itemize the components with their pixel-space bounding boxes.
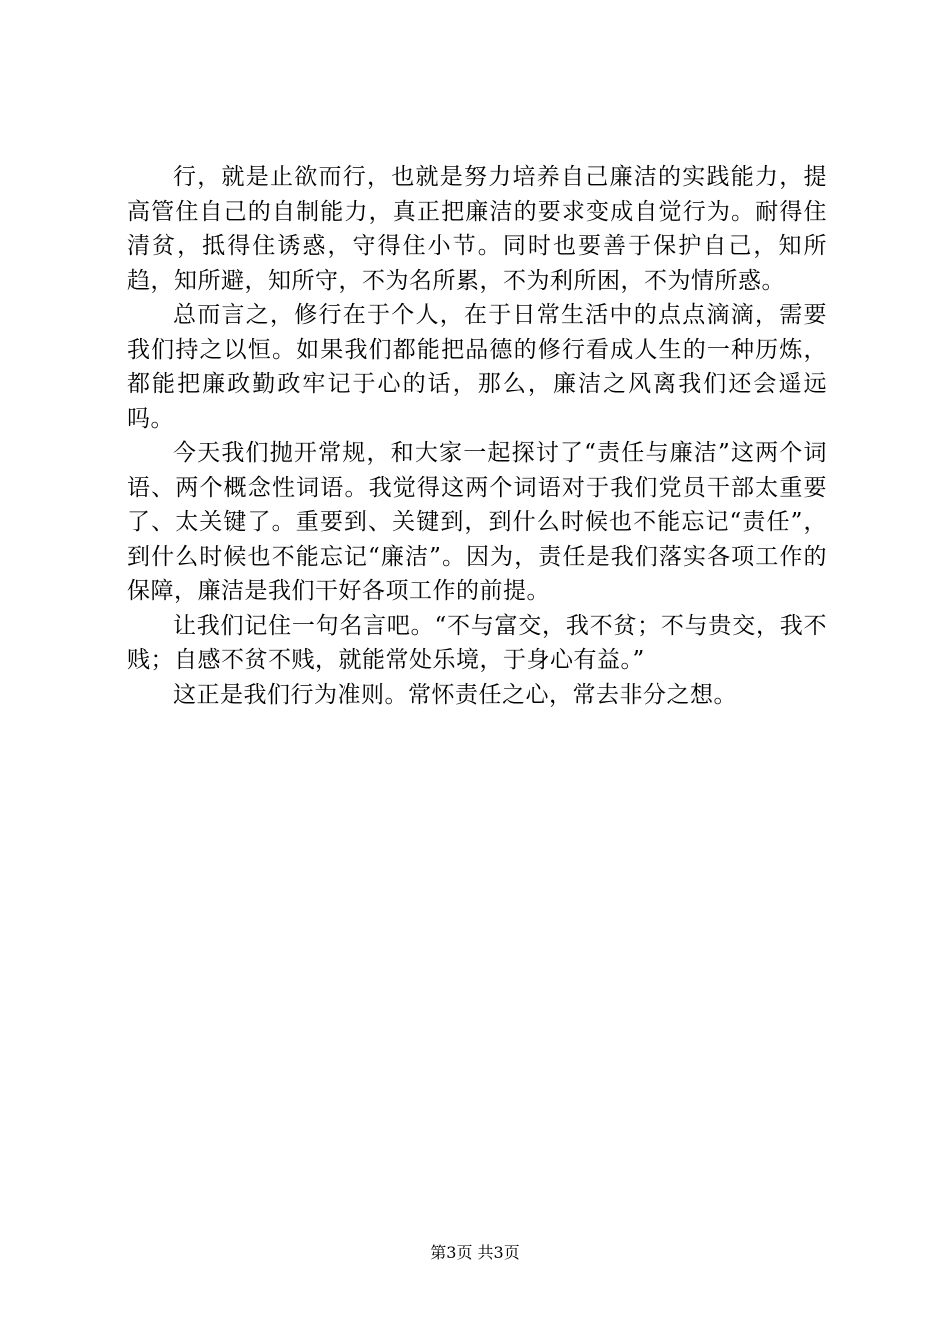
paragraph: 今天我们抛开常规，和大家一起探讨了“责任与廉洁”这两个词语、两个概念性词语。我觉得这两个词语对于我们党员干部太重要了、太关键了。重要到、关键到，到什么时候也不能忘记“责任”，到什么时候也不能忘记“廉洁”。因为，责任是我们落实各项工作的保障，廉洁是我们干好各项工作的前提。 bbox=[127, 440, 827, 604]
document-body bbox=[127, 160, 827, 712]
paragraph: 让我们记住一句名言吧。“不与富交，我不贫；不与贵交，我不贱；自感不贫不贱，就能常处乐境，于身心有益。” bbox=[127, 612, 827, 673]
paragraph: 总而言之，修行在于个人，在于日常生活中的点点滴滴，需要我们持之以恒。如果我们都能把品德的修行看成人生的一种历炼，都能把廉政勤政牢记于心的话，那么，廉洁之风离我们还会遥远吗。 bbox=[127, 302, 827, 432]
paragraph: 这正是我们行为准则。常怀责任之心，常去非分之想。 bbox=[173, 681, 737, 708]
page-number-footer: 第3页 共3页 bbox=[430, 1243, 520, 1262]
paragraph: 行，就是止欲而行，也就是努力培养自己廉洁的实践能力，提高管住自己的自制能力，真正把廉洁的要求变成自觉行为。耐得住清贫，抵得住诱惑，守得住小节。同时也要善于保护自己，知所趋，知所避，知所守，不为名所累，不为利所困，不为情所惑。 bbox=[127, 164, 827, 294]
